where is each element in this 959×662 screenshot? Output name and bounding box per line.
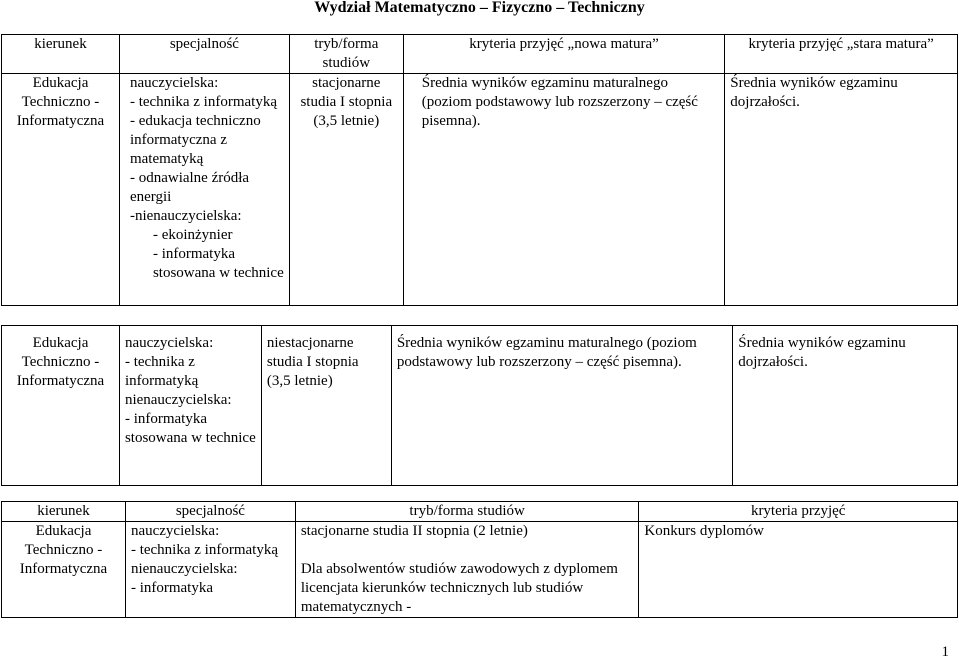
table-row bbox=[2, 74, 958, 306]
tryb-line: stacjonarne studia II stopnia (2 letnie) bbox=[300, 523, 528, 539]
spec-line: nauczycielska: bbox=[130, 523, 220, 539]
table-row bbox=[2, 522, 958, 618]
table-row bbox=[2, 326, 958, 486]
header-kierunek: kierunek bbox=[2, 35, 120, 74]
header-specjalnosc: specjalność bbox=[125, 502, 295, 522]
spec-line: - ekoinżynier bbox=[152, 227, 233, 243]
cell-tryb: stacjonarne studia I stopnia (3,5 letnie) bbox=[289, 74, 403, 306]
tryb-note: Dla absolwentów studiów zawodowych z dyplomem licencjata kierunków technicznych lub studiów matematycznych - bbox=[300, 561, 618, 615]
document-title: Wydział Matematyczno – Fizyczno – Techniczny bbox=[314, 0, 645, 16]
cell-tryb: niestacjonarne studia I stopnia (3,5 letnie) bbox=[261, 326, 391, 486]
spec-line: - edukacja techniczno informatyczna z matematyką bbox=[129, 113, 261, 167]
admissions-table-ii-stopnia bbox=[1, 501, 958, 618]
spec-line: - technika z informatyką bbox=[130, 542, 278, 558]
header-tryb: tryb/forma studiów bbox=[295, 502, 639, 522]
spec-line: nienauczycielska: bbox=[124, 392, 232, 408]
spec-line: - odnawialne źródła energii bbox=[129, 170, 250, 205]
admissions-table-niestacjonarne bbox=[1, 325, 958, 486]
cell-specjalnosc bbox=[125, 522, 295, 618]
spec-line: -nienauczycielska: bbox=[129, 208, 242, 224]
spec-line: - technika z informatyką bbox=[129, 94, 277, 110]
spec-line: - informatyka stosowana w technice bbox=[124, 411, 256, 446]
cell-specjalnosc bbox=[119, 74, 289, 306]
table-header-row bbox=[2, 502, 958, 522]
cell-kryteria-stara: Średnia wyników egzaminu dojrzałości. bbox=[733, 326, 958, 486]
header-tryb: tryb/forma studiów bbox=[289, 35, 403, 74]
cell-kierunek: Edukacja Techniczno - Informatyczna bbox=[2, 326, 120, 486]
spacer bbox=[301, 541, 634, 560]
header-kryteria-nowa: kryteria przyjęć „nowa matura” bbox=[403, 35, 725, 74]
header-kryteria: kryteria przyjęć bbox=[639, 502, 958, 522]
spec-line: - technika z informatyką bbox=[124, 354, 199, 389]
table-header-row bbox=[2, 35, 958, 74]
spec-line: nauczycielska: bbox=[124, 335, 214, 351]
admissions-table-stacjonarne bbox=[1, 34, 958, 306]
cell-specjalnosc bbox=[119, 326, 261, 486]
header-kierunek: kierunek bbox=[2, 502, 126, 522]
cell-kryteria: Konkurs dyplomów bbox=[639, 522, 958, 618]
page-number: 1 bbox=[941, 644, 949, 660]
cell-kierunek: Edukacja Techniczno - Informatyczna bbox=[2, 522, 126, 618]
cell-tryb bbox=[295, 522, 639, 618]
header-kryteria-stara: kryteria przyjęć „stara matura” bbox=[725, 35, 958, 74]
cell-kryteria-stara: Średnia wyników egzaminu dojrzałości. bbox=[725, 74, 958, 306]
spec-line: nauczycielska: bbox=[129, 75, 219, 91]
spec-line: - informatyka stosowana w technice bbox=[152, 246, 284, 281]
spec-line: - informatyka bbox=[130, 580, 214, 596]
cell-kierunek: Edukacja Techniczno - Informatyczna bbox=[2, 74, 120, 306]
spec-line: nienauczycielska: bbox=[130, 561, 238, 577]
header-specjalnosc: specjalność bbox=[119, 35, 289, 74]
cell-kryteria-nowa: Średnia wyników egzaminu maturalnego (poziom podstawowy lub rozszerzony – część pisemna). bbox=[403, 74, 725, 306]
cell-kryteria-nowa: Średnia wyników egzaminu maturalnego (poziom podstawowy lub rozszerzony – część pisemna). bbox=[391, 326, 732, 486]
